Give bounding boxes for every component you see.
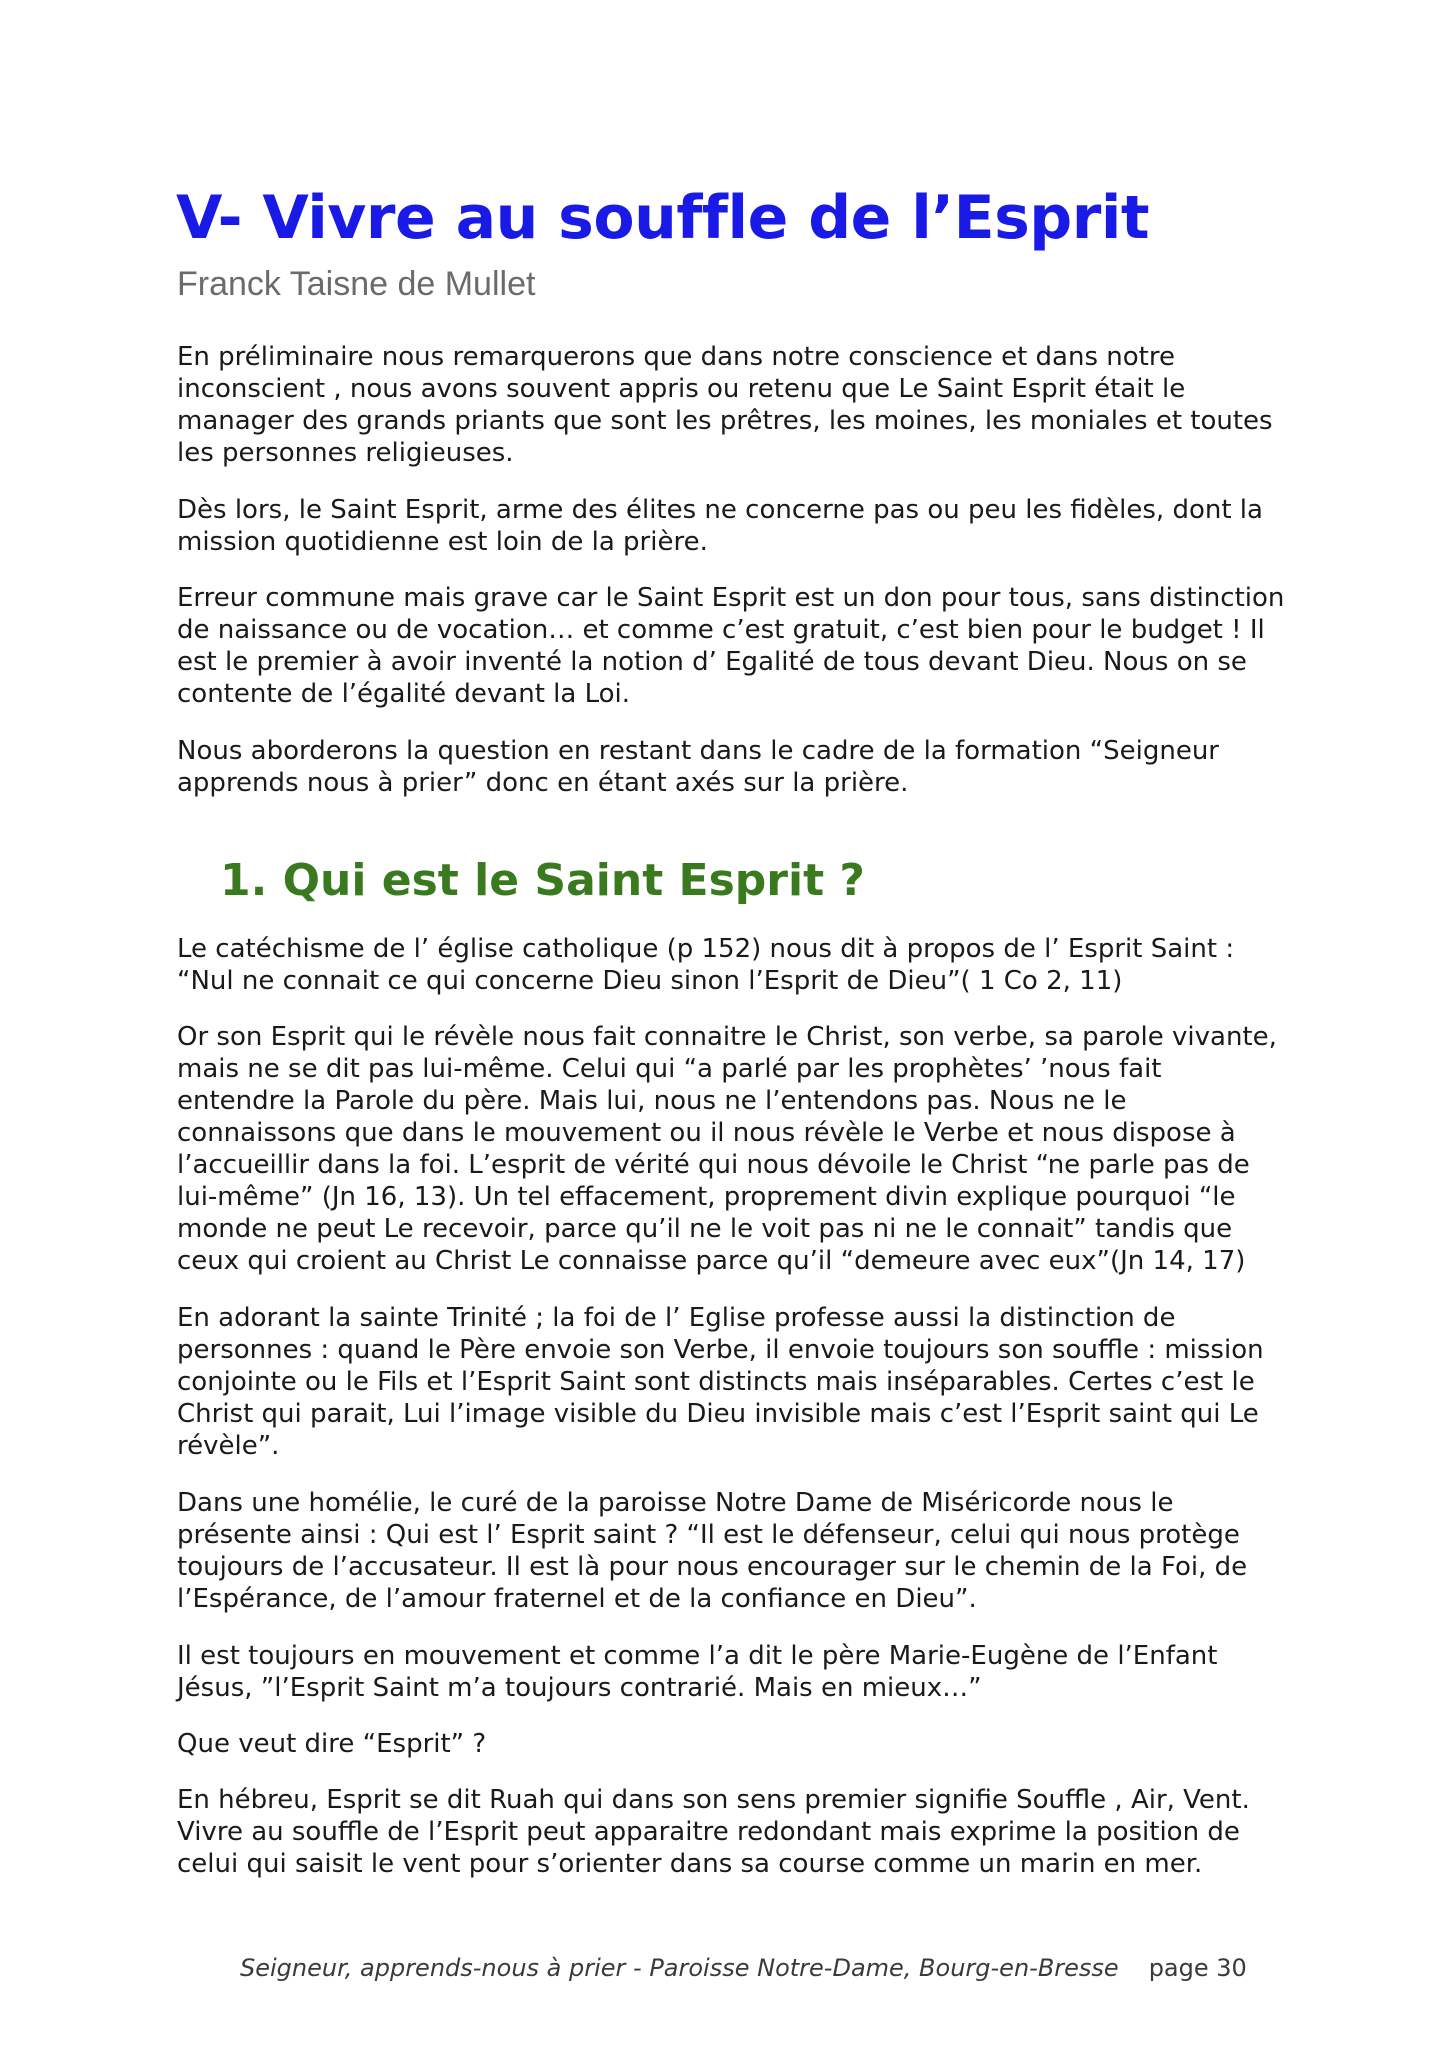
intro-paragraph-3: Erreur commune mais grave car le Saint Esprit est un don pour tous, sans distinction de naissance ou de vocation… et comme c’est gratuit, c’est bien pour le budget ! Il est le premier à avoir inventé la notion d’ Egalité de tous devant Dieu. Nous on se contente de l’égalité devant la Loi. (177, 583, 1285, 709)
section-paragraph-1: Le catéchisme de l’ église catholique (p 152) nous dit à propos de l’ Esprit Saint : “Nul ne connait ce qui concerne Dieu sinon l’Esprit de Dieu”( 1 Co 2, 11) (177, 934, 1235, 996)
author-name: Franck Taisne de Mullet (177, 265, 536, 303)
footer-text: Seigneur, apprends-nous à prier - Paroisse Notre-Dame, Bourg-en-Bresse (240, 1954, 1119, 1982)
page-title: V- Vivre au souffle de l’Esprit (176, 183, 1150, 253)
section-heading: 1. Qui est le Saint Esprit ? (220, 855, 865, 906)
intro-paragraph-2: Dès lors, le Saint Esprit, arme des élites ne concerne pas ou peu les fidèles, dont la mission quotidienne est loin de la prière. (177, 495, 1263, 557)
intro-paragraph-4: Nous aborderons la question en restant dans le cadre de la formation “Seigneur apprends nous à prier” donc en étant axés sur la prière. (177, 736, 1219, 798)
section-paragraph-3: En adorant la sainte Trinité ; la foi de l’ Eglise professe aussi la distinction de personnes : quand le Père envoie son Verbe, il envoie toujours son souffle : mission conjointe ou le Fils et l’Esprit Saint sont distincts mais inséparables. Certes c’est le Christ qui parait, Lui l’image visible du Dieu invisible mais c’est l’Esprit saint qui Le révèle”. (177, 1303, 1264, 1461)
section-paragraph-4: Dans une homélie, le curé de la paroisse Notre Dame de Miséricorde nous le présente ainsi : Qui est l’ Esprit saint ? “Il est le défenseur, celui qui nous protège toujours de l’accusateur. Il est là pour nous encourager sur le chemin de la Foi, de l’Espérance, de l’amour fraternel et de la confiance en Dieu”. (177, 1488, 1248, 1614)
section-paragraph-5: Il est toujours en mouvement et comme l’a dit le père Marie-Eugène de l’Enfant Jésus, ”l’Esprit Saint m’a toujours contrarié. Mais en mieux…” (177, 1641, 1218, 1703)
intro-paragraph-1: En préliminaire nous remarquerons que dans notre conscience et dans notre inconscient , nous avons souvent appris ou retenu que Le Saint Esprit était le manager des grands priants que sont les prêtres, les moines, les moniales et toutes les personnes religieuses. (177, 342, 1273, 468)
section-paragraph-7: En hébreu, Esprit se dit Ruah qui dans son sens premier signifie Souffle , Air, Vent. Vivre au souffle de l’Esprit peut apparaitre redondant mais exprime la position de celui qui saisit le vent pour s’orienter dans sa course comme un marin en mer. (177, 1785, 1250, 1879)
section-paragraph-6: Que veut dire “Esprit” ? (177, 1729, 487, 1759)
page-number: page 30 (1148, 1954, 1247, 1982)
section-paragraph-2: Or son Esprit qui le révèle nous fait connaitre le Christ, son verbe, sa parole vivante, mais ne se dit pas lui-même. Celui qui “a parlé par les prophètes’ ’nous fait entendre la Parole du père. Mais lui, nous ne l’entendons pas. Nous ne le connaissons que dans le mouvement ou il nous révèle le Verbe et nous dispose à l’accueillir dans la foi. L’esprit de vérité qui nous dévoile le Christ “ne parle pas de lui-même” (Jn 16, 13). Un tel effacement, proprement divin explique pourquoi “le monde ne peut Le recevoir, parce qu’il ne le voit pas ni ne le connait” tandis que ceux qui croient au Christ Le connaisse parce qu’il “demeure avec eux”(Jn 14, 17) (177, 1022, 1277, 1276)
page-footer (240, 1952, 1247, 1984)
